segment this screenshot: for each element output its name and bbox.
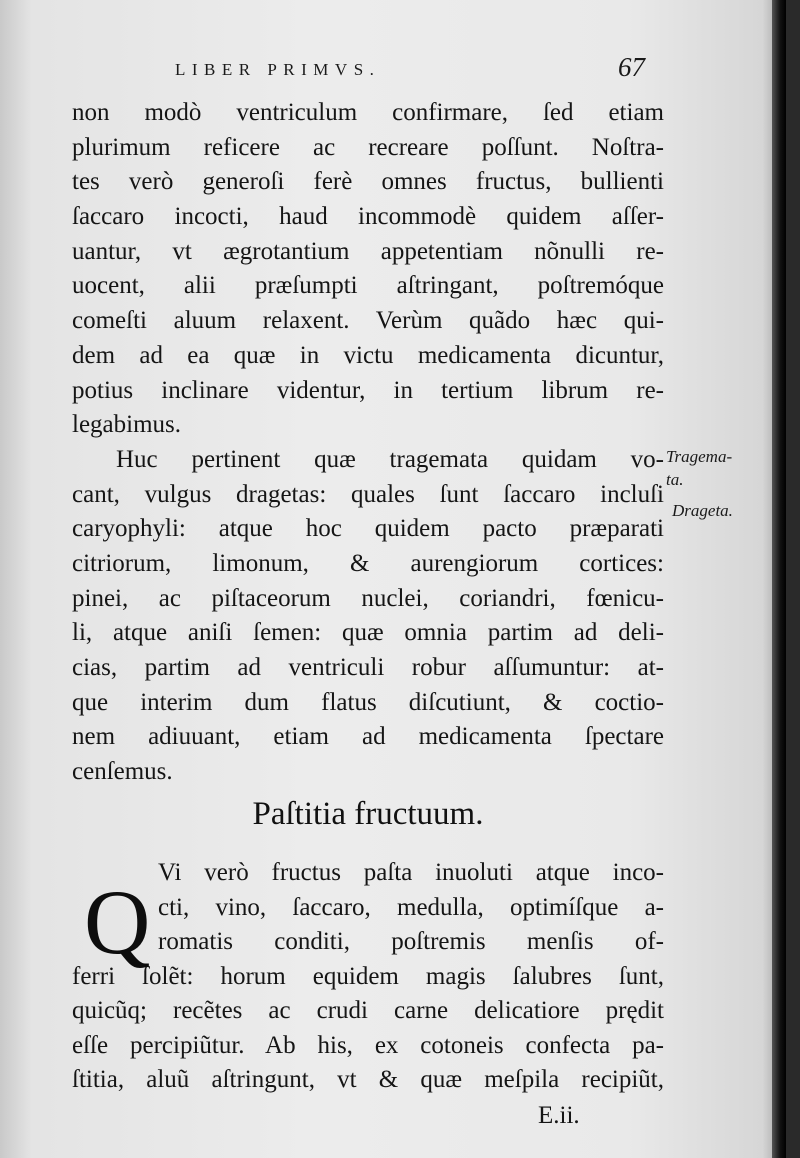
section-heading: Paſtitia fructuum. xyxy=(252,796,484,832)
text-line: cias, partim ad ventriculi robur aſſumuntur: at- xyxy=(72,654,664,681)
text-line: caryophyli: atque hoc quidem pacto præparati xyxy=(72,515,664,543)
page-gutter-edge xyxy=(772,0,786,1158)
text-line: uocent, alii præſumpti aſtringant, poſtremóque xyxy=(72,272,664,300)
running-head xyxy=(175,52,645,92)
text-line: pinei, ac piſtaceorum nuclei, coriandri, fœnicu- xyxy=(72,584,664,612)
signature-mark: E.ii. xyxy=(538,1102,580,1129)
text-line: comeſti aluum relaxent. Verùm quãdo hæc qui- xyxy=(72,307,664,335)
text-line: ſaccaro incocti, haud incommodè quidem aſſer- xyxy=(72,203,664,231)
page-number: 67 xyxy=(618,52,645,82)
text-line: non modò ventriculum confirmare, ſed etiam xyxy=(72,99,664,126)
text-line: nem adiuuant, etiam ad medicamenta ſpectare xyxy=(72,723,664,751)
text-line: eſſe percipiũtur. Ab his, ex cotoneis confecta pa- xyxy=(72,1031,664,1059)
text-line: uantur, vt ægrotantium appetentiam nõnulli re- xyxy=(72,237,664,265)
drop-cap-initial: Q xyxy=(84,871,151,973)
text-line: cant, vulgus dragetas: quales ſunt ſaccaro incluſi xyxy=(72,480,664,508)
drop-cap-paragraph xyxy=(72,856,664,1098)
text-line: ſtitia, aluũ aſtringunt, vt & quæ meſpila recipiũt, xyxy=(72,1066,664,1093)
margin-note-tragemata: Tragema- xyxy=(666,447,733,466)
text-line: Huc pertinent quæ tragemata quidam vo- xyxy=(116,445,664,473)
margin-note-drageta: Drageta. xyxy=(672,501,733,520)
text-line: Vi verò fructus paſta inuoluti atque inco- xyxy=(158,859,664,886)
text-line: cenſemus. xyxy=(72,758,173,786)
text-line: legabimus. xyxy=(72,411,182,439)
text-line: que interim dum flatus diſcutiunt, & coctio- xyxy=(72,688,664,716)
text-line: li, atque aniſi ſemen: quæ omnia partim ad deli- xyxy=(72,619,664,647)
margin-note-tragemata-end: ta. xyxy=(666,470,684,489)
text-line: cti, vino, ſaccaro, medulla, optimíſque a- xyxy=(158,893,664,921)
text-line: quicũq; recẽtes ac crudi carne delicatiore prędit xyxy=(72,997,664,1024)
text-line: ferri ſolẽt: horum equidem magis ſalubres ſunt, xyxy=(72,962,664,990)
running-title: LIBER PRIMVS. xyxy=(175,60,381,79)
text-line: plurimum reficere ac recreare poſſunt. Noſtra- xyxy=(72,133,664,161)
text-line: romatis conditi, poſtremis menſis of- xyxy=(158,928,664,955)
text-line: tes verò generoſi ferè omnes fructus, bullienti xyxy=(72,168,664,196)
text-line: citriorum, limonum, & aurengiorum cortices: xyxy=(72,549,664,577)
text-line: dem ad ea quæ in victu medicamenta dicuntur, xyxy=(72,341,664,369)
main-text-block xyxy=(72,96,664,790)
text-line: potius inclinare videntur, in tertium librum re- xyxy=(72,376,664,404)
